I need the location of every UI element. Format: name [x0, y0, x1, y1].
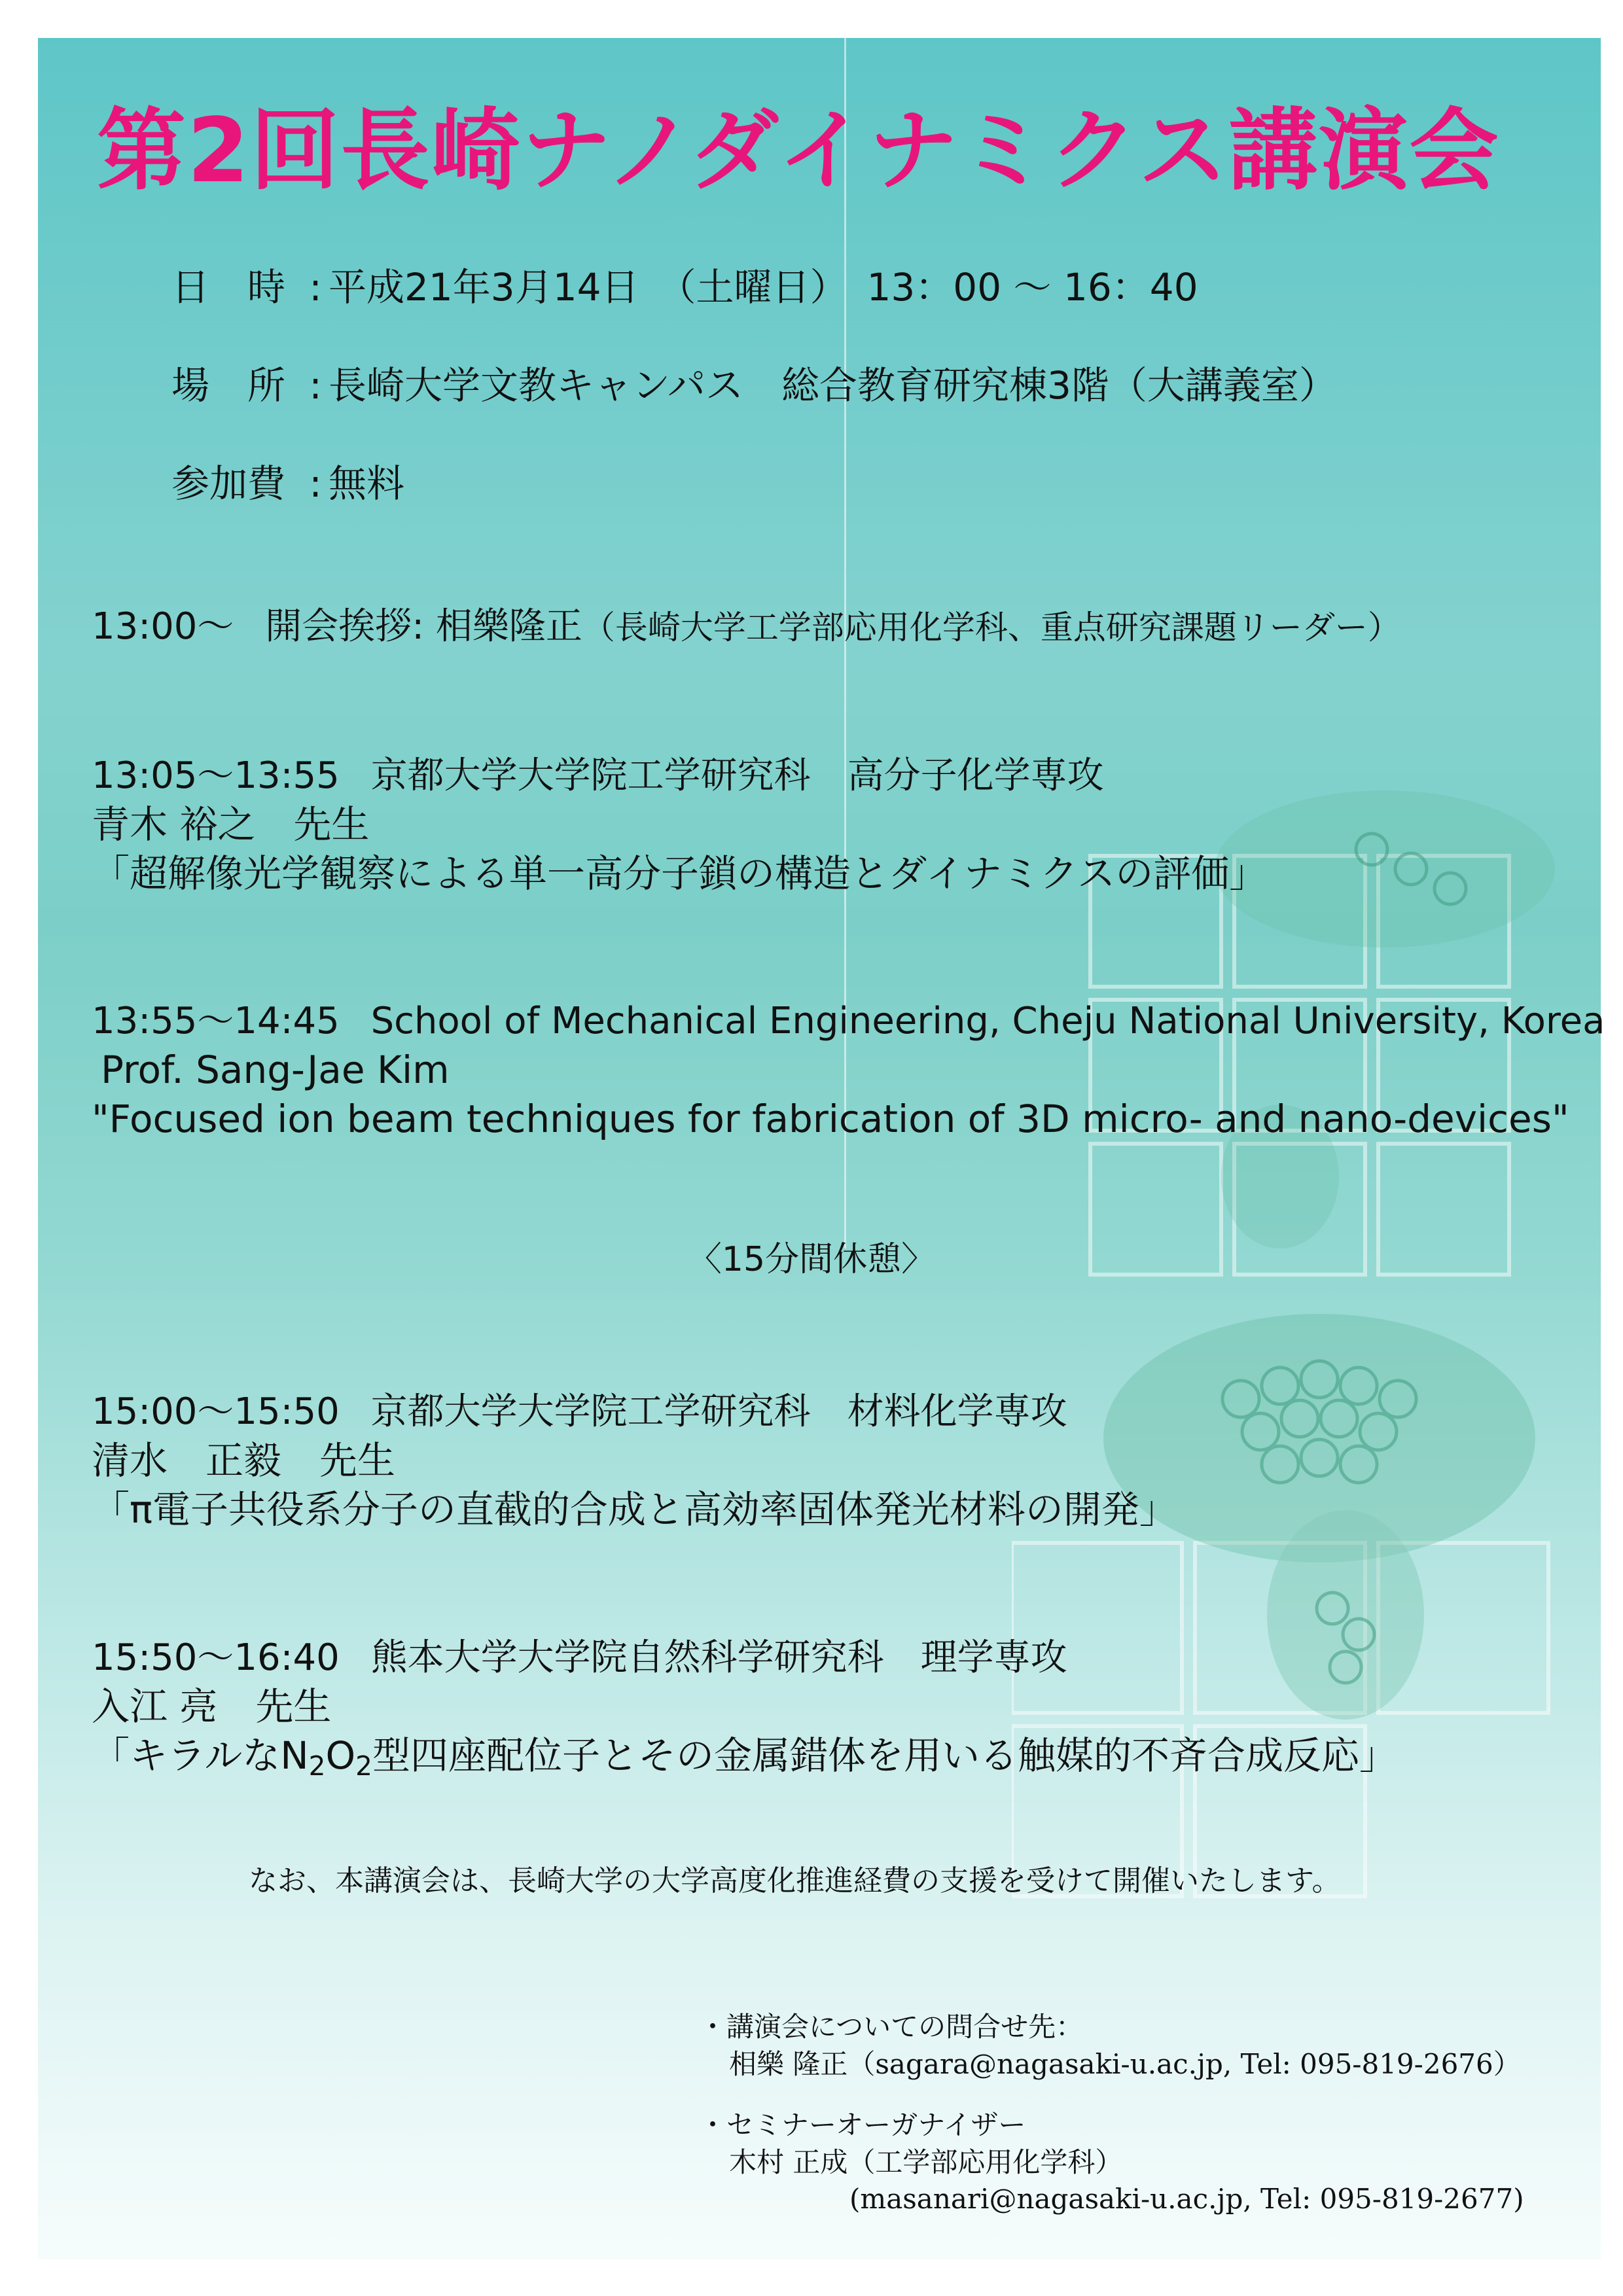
fee-label: 参加費 — [171, 461, 286, 506]
separator: : — [309, 265, 322, 309]
talk-topic: 「π電子共役系分子の直截的合成と高効率固体発光材料の開発」 — [92, 1487, 1177, 1532]
contact-line: 木村 正成（工学部応用化学科） — [729, 2146, 1123, 2178]
opening-time: 13:00〜 — [92, 605, 234, 648]
opening-label: 開会挨拶: — [265, 605, 425, 648]
talk-item — [92, 752, 1267, 899]
talk-speaker: 清水 正毅 先生 — [92, 1438, 396, 1483]
talk-time: 13:05〜13:55 — [92, 754, 340, 797]
contact-line: 相樂 隆正（sagara@nagasaki-u.ac.jp, Tel: 095-819-2676） — [729, 2047, 1521, 2080]
contact-organizer — [699, 2107, 1524, 2218]
talk-affiliation: 京都大学大学院工学研究科 材料化学専攻 — [370, 1390, 1067, 1433]
talk-time: 15:00〜15:50 — [92, 1390, 340, 1433]
place-label: 場 所 — [171, 363, 286, 408]
talk-topic: "Focused ion beam techniques for fabrication of 3D micro- and nano-devices" — [92, 1097, 1569, 1142]
talk-time: 15:50〜16:40 — [92, 1636, 340, 1679]
date-value: 平成21年3月14日 （土曜日） 13：00 〜 16：40 — [329, 265, 1198, 309]
talk-affiliation: School of Mechanical Engineering, Cheju National University, Korea — [370, 1000, 1605, 1042]
break-notice: 〈15分間休憩〉 — [687, 1240, 936, 1279]
contact-heading: ・講演会についての問合せ先： — [699, 2011, 1084, 2043]
fee-row — [171, 453, 404, 508]
talk-affiliation: 京都大学大学院工学研究科 高分子化学専攻 — [370, 754, 1104, 797]
opening-speaker: 相樂隆正 — [435, 605, 582, 648]
separator: : — [309, 461, 322, 506]
funding-note: なお、本講演会は、長崎大学の大学高度化推進経費の支援を受けて開催いたします。 — [249, 1864, 1341, 1898]
talk-time: 13:55〜14:45 — [92, 1000, 340, 1042]
contact-heading: ・セミナーオーガナイザー — [699, 2109, 1026, 2141]
fee-value: 無料 — [329, 461, 405, 506]
place-value: 長崎大学文教キャンパス 総合教育研究棟3階（大講義室） — [329, 363, 1337, 408]
date-row — [171, 256, 1198, 311]
contact-line: (masanari@nagasaki-u.ac.jp, Tel: 095-819-2677) — [849, 2183, 1524, 2216]
talk-affiliation: 熊本大学大学院自然科学研究科 理学専攻 — [370, 1636, 1067, 1679]
talk-topic: 「超解像光学観察による単一高分子鎖の構造とダイナミクスの評価」 — [92, 851, 1268, 896]
talk-topic: 「キラルな$N_2O_2$型四座配位子とその金属錯体を用いる触媒的不斉合成反応」 — [92, 1733, 1397, 1782]
date-label: 日 時 — [171, 265, 286, 309]
talk-item — [92, 998, 1605, 1144]
opening-remarks — [92, 603, 1400, 651]
talk-speaker: 入江 亮 先生 — [92, 1684, 332, 1729]
talk-speaker: 青木 裕之 先生 — [92, 802, 370, 847]
place-row — [171, 355, 1337, 410]
talk-item — [92, 1388, 1177, 1535]
talk-speaker: Prof. Sang-Jae Kim — [101, 1047, 450, 1092]
talk-item — [92, 1634, 1397, 1784]
contact-inquiry — [699, 2009, 1521, 2083]
separator: : — [309, 363, 322, 408]
page-title: 第2回長崎ナノダイナミクス講演会 — [97, 99, 1500, 203]
opening-affiliation: （長崎大学工学部応用化学科、重点研究課題リーダー） — [582, 609, 1400, 646]
